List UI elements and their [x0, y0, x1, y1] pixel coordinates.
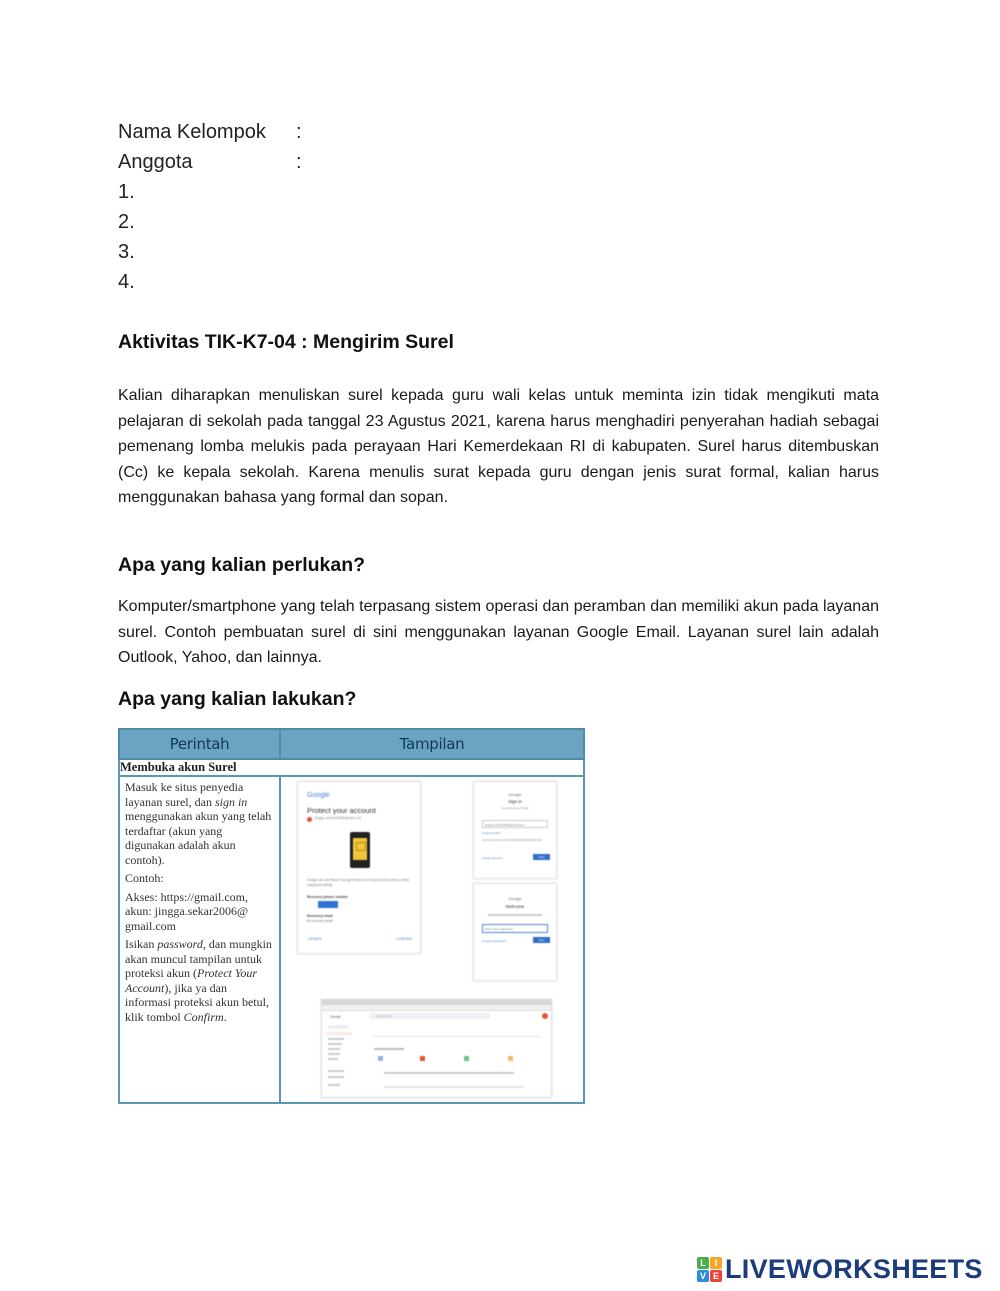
- forgot-password-link[interactable]: Forgot password?: [482, 939, 507, 943]
- protect-title: Protect your account: [307, 806, 376, 815]
- protect-email: jingga.sekar2006@gmail.com: [315, 816, 362, 820]
- signin-email-input[interactable]: jingga.sekar2006@gmail.com: [482, 820, 548, 828]
- steps-table: [118, 728, 585, 1104]
- signin-guest-note: [482, 839, 542, 841]
- group-name-colon: :: [296, 121, 302, 143]
- welcome-account-chip: [488, 914, 542, 916]
- phone-lock-icon: [350, 832, 370, 868]
- browser-addressbar: [322, 1005, 551, 1011]
- signin-next-button[interactable]: Next: [533, 854, 550, 860]
- protect-info: Google can use these if you get locked out of your account and to notice suspicious activity: [307, 878, 410, 887]
- members-colon: :: [296, 151, 302, 173]
- update-button[interactable]: UPDATE: [308, 937, 322, 941]
- create-account-link[interactable]: Create account: [482, 856, 503, 860]
- member-number-4: 4.: [118, 271, 135, 293]
- live-badge-icon: L I V E: [697, 1257, 722, 1282]
- instruction-step-2: Isikan password, dan mungkin akan muncul tampilan untuk proteksi akun (Protect Your Account), jika ya dan informasi proteksi akun betul, klik tombol Confirm.: [125, 937, 272, 1024]
- signin-google-logo: Google: [508, 792, 522, 797]
- group-name-label: Nama Kelompok: [118, 121, 266, 143]
- recovery-phone-label: Recovery phone number: [307, 895, 349, 899]
- activity-description: Kalian diharapkan menuliskan surel kepada guru wali kelas untuk meminta izin tidak mengikuti mata pelajaran di sekolah pada tanggal 23 Agustus 2021, karena harus menghadiri penyerahan hadiah sebagai pemenang lomba melukis pada perayaan Hari Kemerdekaan RI di kabupaten. Surel harus ditembuskan (Cc) ke kepala sekolah. Karena menulis surat kepada guru dengan jenis surat formal, kalian harus menggunakan bahasa yang formal dan sopan.: [118, 387, 879, 506]
- recovery-email-label: Recovery email: [307, 914, 333, 918]
- google-logo: Google: [307, 792, 330, 799]
- compose-button[interactable]: [328, 1025, 348, 1029]
- gmail-search-input[interactable]: Search mail: [370, 1013, 490, 1019]
- needs-title: Apa yang kalian perlukan?: [118, 554, 366, 576]
- member-number-1: 1.: [118, 181, 135, 203]
- password-screenshot: [473, 883, 557, 981]
- signin-subtitle: to continue to Gmail: [501, 806, 529, 810]
- signin-screenshot: [473, 781, 557, 879]
- todo-title: Apa yang kalian lakukan?: [118, 688, 357, 710]
- member-number-3: 3.: [118, 241, 135, 263]
- instruction-example-label: Contoh:: [125, 871, 164, 885]
- password-input[interactable]: Enter your password: [482, 924, 548, 933]
- liveworksheets-logo: [697, 1254, 983, 1284]
- email-row[interactable]: [384, 1072, 514, 1074]
- table-header-row: [119, 729, 584, 759]
- instruction-step-1: Masuk ke situs penyedia layanan surel, dan sign in menggunakan akun yang telah terdaftar (akun yang digunakan adalah akun contoh).: [125, 780, 272, 867]
- section-title: Membuka akun Surel: [119, 759, 584, 776]
- member-number-2: 2.: [118, 211, 135, 233]
- header-tampilan: Tampilan: [280, 729, 584, 759]
- protect-account-screenshot: [297, 781, 421, 954]
- screenshots-cell: [280, 776, 584, 1103]
- gmail-avatar[interactable]: [542, 1013, 548, 1019]
- welcome-title: Welcome: [505, 904, 525, 909]
- recovery-email-value: No recovery email: [307, 919, 333, 923]
- avatar-icon: [307, 817, 312, 822]
- confirm-button[interactable]: CONFIRM: [395, 937, 412, 941]
- liveworksheets-wordmark: LIVEWORKSHEETS: [725, 1253, 983, 1284]
- members-field: [118, 147, 302, 177]
- section-row: [119, 759, 584, 776]
- instructions-cell: [119, 776, 280, 1103]
- needs-text: Komputer/smartphone yang telah terpasang sistem operasi dan peramban dan memiliki akun pada layanan surel. Contoh pembuatan surel di sini menggunakan layanan Google Email. Layanan surel lain adalah Outlook, Yahoo, dan lainnya.: [118, 598, 879, 666]
- group-name-field: [118, 117, 302, 147]
- instruction-access: Akses: https://gmail.com, akun: jingga.sekar2006@ gmail.com: [125, 889, 249, 933]
- forgot-email-link[interactable]: Forgot email?: [482, 831, 501, 835]
- signin-title: Sign in: [508, 799, 522, 804]
- welcome-google-logo: Google: [508, 896, 522, 901]
- members-label: Anggota: [118, 151, 193, 173]
- activity-title: Aktivitas TIK-K7-04 : Mengirim Surel: [118, 331, 454, 353]
- getting-started-heading: [374, 1048, 404, 1050]
- header-perintah: Perintah: [119, 729, 280, 759]
- gmail-inbox-screenshot: [321, 999, 552, 1098]
- inbox-nav-item[interactable]: [326, 1032, 352, 1035]
- table-row: [119, 776, 584, 1103]
- recovery-phone-value: [318, 901, 338, 908]
- welcome-next-button[interactable]: Next: [533, 937, 550, 943]
- gmail-logo: Gmail: [330, 1014, 341, 1019]
